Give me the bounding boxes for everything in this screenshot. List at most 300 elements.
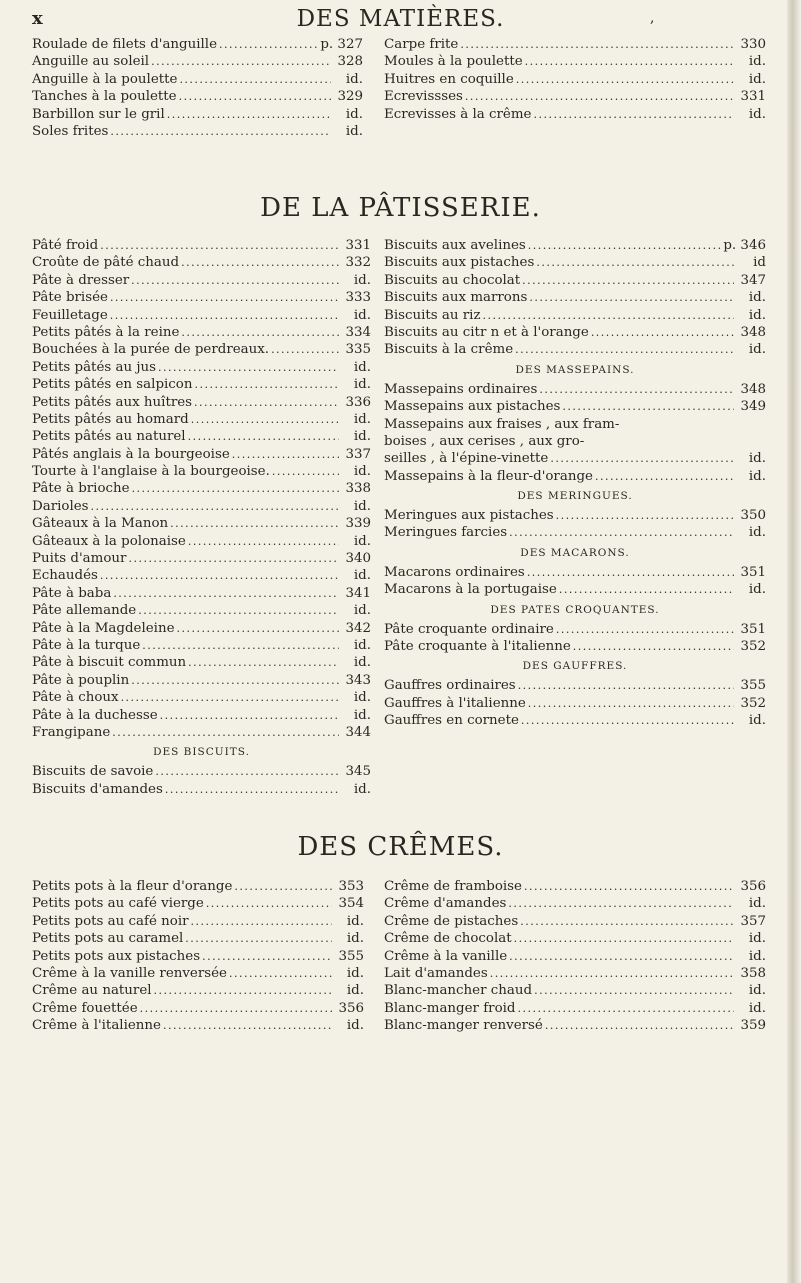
dot-leader (155, 763, 339, 780)
entry-label: Crême de chocolat (384, 931, 512, 947)
entry-page-number: id. (748, 931, 766, 947)
entry-page-number: 345 (345, 764, 371, 780)
entry-label: Blanc-manger froid (384, 1000, 516, 1016)
entry-label: Pâte allemande (32, 603, 137, 619)
biscuits-entries (32, 763, 371, 798)
entry-label: Biscuits de savoie (32, 764, 154, 780)
dot-leader (188, 654, 339, 671)
dot-leader (550, 450, 734, 467)
entry-label: Biscuits aux pistaches (384, 255, 535, 271)
entry-label: Pâte brisée (32, 290, 108, 306)
entry-label: Pâté froid (32, 238, 99, 253)
dot-leader (559, 581, 734, 598)
dot-leader (181, 324, 339, 341)
entry-page-number: p. 327 (320, 37, 363, 52)
index-entry (32, 359, 371, 376)
subheading-pates-croquantes: DES PATES CROQUANTES. (490, 603, 660, 616)
entry-page-number: id. (353, 603, 371, 619)
entry-page-number: id. (748, 896, 766, 912)
index-entry (384, 254, 766, 271)
entry-page-number: 348 (740, 381, 766, 397)
entry-label: Ecrevissses (384, 89, 463, 105)
index-entry (32, 463, 371, 480)
index-entry (32, 707, 371, 724)
index-entry (384, 381, 766, 398)
entry-page-number: id. (345, 71, 363, 87)
index-entry (384, 621, 766, 638)
dot-leader (219, 36, 318, 53)
dot-leader (110, 307, 339, 324)
index-entry (384, 468, 766, 485)
dot-leader (113, 585, 339, 602)
index-entry (32, 965, 364, 982)
entry-page-number: 353 (338, 879, 364, 894)
entry-page-number: 354 (338, 896, 364, 912)
entry-label: Massepains ordinaires (384, 381, 538, 397)
index-entry (32, 480, 371, 497)
entry-label: Pâte à baba (32, 585, 112, 601)
entry-page-number: id. (353, 498, 371, 514)
index-entry (384, 564, 766, 581)
entry-label: Massepains à la fleur-d'orange (384, 468, 593, 484)
index-entry (32, 672, 371, 689)
dot-leader (525, 53, 734, 70)
index-entry (32, 585, 371, 602)
entry-label: Macarons ordinaires (384, 564, 525, 580)
dot-leader (167, 106, 331, 123)
entry-page-number: 343 (345, 672, 371, 688)
entry-label: Croûte de pâté chaud (32, 255, 180, 271)
index-entry (384, 695, 766, 712)
dot-leader (138, 602, 339, 619)
dot-leader (158, 359, 339, 376)
index-entry (32, 394, 371, 411)
index-column-cremes-left (32, 878, 364, 1035)
dot-leader (154, 982, 332, 999)
dot-leader (100, 567, 339, 584)
entry-label: Gauffres ordinaires (384, 678, 516, 694)
dot-leader (528, 237, 722, 254)
dot-leader (514, 930, 734, 947)
entry-page-number: 335 (345, 342, 371, 358)
index-column-patisserie-right (384, 237, 766, 730)
dot-leader (229, 965, 332, 982)
dot-leader (556, 507, 734, 524)
dot-leader (533, 106, 734, 123)
dot-leader (185, 930, 332, 947)
dot-leader (562, 398, 734, 415)
dot-leader (460, 36, 734, 53)
dot-leader (515, 341, 734, 358)
subheading-macarons: DES MACARONS. (520, 546, 630, 559)
entry-label: Soles frites (32, 123, 109, 139)
entry-page-number: 339 (345, 516, 371, 532)
index-entry (384, 398, 766, 415)
index-entry (32, 237, 371, 254)
entry-page-number: 357 (740, 913, 766, 929)
entry-page-number: 356 (740, 879, 766, 894)
entry-page-number: id. (748, 307, 766, 323)
index-entry (384, 965, 766, 982)
dot-leader (202, 948, 332, 965)
subheading-biscuits: DES BISCUITS. (153, 746, 250, 759)
index-entry (384, 88, 766, 105)
entry-page-number: id. (353, 690, 371, 706)
index-column-poissons-left (32, 36, 363, 140)
dot-leader (516, 71, 734, 88)
entry-page-number: id. (353, 464, 371, 480)
dot-leader (110, 123, 331, 140)
dot-leader (529, 289, 734, 306)
entry-label: Crême d'amandes (384, 896, 507, 912)
index-entry (32, 428, 371, 445)
entry-page-number: id. (748, 290, 766, 306)
entry-page-number: 350 (740, 508, 766, 524)
patisserie-entries-left (32, 237, 371, 741)
entry-label: Petits pots au caramel (32, 931, 184, 947)
dot-leader (131, 672, 339, 689)
header-mark: x (32, 8, 43, 29)
dot-leader (518, 1000, 735, 1017)
entry-page-number: id. (353, 568, 371, 584)
index-entry (32, 895, 364, 912)
dot-leader (142, 637, 339, 654)
entry-label: Feuilletage (32, 307, 108, 323)
entry-label: Roulade de filets d'anguille (32, 37, 218, 52)
entry-page-number: 359 (740, 1018, 766, 1034)
page-header (0, 6, 801, 34)
index-entry (384, 581, 766, 598)
entry-page-number: 330 (740, 37, 766, 52)
index-entry (32, 411, 371, 428)
dot-leader (177, 620, 339, 637)
entry-label: Gauffres à l'italienne (384, 695, 526, 711)
entry-label: Ecrevisses à la crême (384, 106, 532, 122)
entry-label: Bouchées à la purée de perdreaux. (32, 342, 270, 358)
dot-leader (595, 468, 734, 485)
entry-label: Biscuits au chocolat (384, 272, 521, 288)
dot-leader (591, 324, 734, 341)
entry-label: Gâteaux à la Manon (32, 516, 169, 532)
entry-label: Macarons à la portugaise (384, 582, 557, 598)
entry-page-number: 348 (740, 324, 766, 340)
entry-page-number: 355 (740, 678, 766, 694)
index-entry (32, 106, 363, 123)
index-entry (32, 724, 371, 741)
entry-page-number: id. (353, 411, 371, 427)
index-entry (32, 781, 371, 798)
dot-leader (140, 1000, 332, 1017)
dot-leader (528, 695, 734, 712)
entry-label: Petits pâtés au jus (32, 359, 157, 375)
index-entry (32, 637, 371, 654)
entry-label: Blanc-mancher chaud (384, 983, 533, 999)
entry-label: Meringues aux pistaches (384, 508, 554, 524)
entry-label: Crême fouettée (32, 1000, 138, 1016)
dot-leader (188, 533, 339, 550)
entry-page-number: 352 (740, 695, 766, 711)
dot-leader (194, 376, 339, 393)
subheading-gauffres: DES GAUFFRES. (522, 660, 628, 673)
entry-page-number: id. (345, 106, 363, 122)
index-entry (384, 948, 766, 965)
index-entry (384, 324, 766, 341)
index-entry (32, 53, 363, 70)
entry-label: Blanc-manger renversé (384, 1018, 543, 1034)
entry-label: Petits pots à la fleur d'orange (32, 879, 233, 894)
dot-leader (191, 913, 332, 930)
entry-label: Darioles (32, 498, 89, 514)
entry-page-number: id. (748, 1000, 766, 1016)
dot-leader (490, 965, 734, 982)
entry-label: Huitres en coquille (384, 71, 514, 87)
index-entry (384, 416, 766, 433)
index-entry (32, 446, 371, 463)
index-entry (32, 533, 371, 550)
entry-page-number: id. (748, 582, 766, 598)
entry-label: Crême au naturel (32, 983, 152, 999)
entry-page-number: 358 (740, 965, 766, 981)
entry-page-number: 351 (740, 621, 766, 637)
meringues-entries (384, 507, 766, 542)
entry-label: Petits pots aux pistaches (32, 948, 201, 964)
index-column-patisserie-left (32, 237, 371, 798)
entry-label: Gauffres en cornete (384, 713, 519, 729)
dot-leader (272, 463, 339, 480)
index-entry (32, 36, 363, 53)
entry-page-number: 332 (345, 255, 371, 271)
entry-label: Pâtés anglais à la bourgeoise (32, 446, 230, 462)
entry-label: Moules à la poulette (384, 54, 523, 70)
entry-label: Crême de pistaches (384, 913, 519, 929)
entry-page-number: 333 (345, 290, 371, 306)
entry-page-number: 352 (740, 639, 766, 655)
entry-label: Pâte à la turque (32, 637, 141, 653)
index-column-cremes-right (384, 878, 766, 1035)
index-entry (32, 982, 364, 999)
entry-page-number: 331 (345, 238, 371, 253)
index-entry (32, 123, 363, 140)
index-entry (384, 638, 766, 655)
entry-label: Petits pâtés au naturel (32, 429, 186, 445)
entry-label: Biscuits à la crême (384, 342, 514, 358)
entry-page-number: id. (748, 342, 766, 358)
entry-label: Pâte à la duchesse (32, 707, 158, 723)
entry-label: Pâte à pouplin (32, 672, 130, 688)
index-entry (384, 450, 766, 467)
entry-label: Lait d'amandes (384, 965, 488, 981)
entry-label: Tanches à la poulette (32, 89, 177, 105)
dot-leader (165, 781, 339, 798)
entry-page-number: id. (353, 377, 371, 393)
entry-page-number: id. (748, 468, 766, 484)
index-entry (384, 712, 766, 729)
entry-page-number: 347 (740, 272, 766, 288)
entry-page-number: id. (346, 931, 364, 947)
dot-leader (522, 272, 734, 289)
section-title-cremes: DES CRÊMES. (297, 832, 504, 862)
index-entry (384, 36, 766, 53)
entry-page-number: id. (748, 713, 766, 729)
index-entry (32, 307, 371, 324)
index-entry (32, 515, 371, 532)
dot-leader (160, 707, 339, 724)
index-entry (384, 982, 766, 999)
dot-leader (527, 564, 734, 581)
entry-page-number: 338 (345, 481, 371, 497)
index-entry (384, 524, 766, 541)
dot-leader (520, 913, 734, 930)
entry-label: Pâte à biscuit commun (32, 655, 187, 671)
entry-page-number: 331 (740, 89, 766, 105)
entry-label: Biscuits d'amandes (32, 781, 163, 797)
entry-page-number: 355 (338, 948, 364, 964)
entry-label: Frangipane (32, 724, 111, 740)
index-entry (32, 948, 364, 965)
entry-page-number: id. (353, 655, 371, 671)
index-entry (32, 763, 371, 780)
entry-page-number: id. (353, 429, 371, 445)
index-entry (32, 550, 371, 567)
entry-label: Pâte à choux (32, 690, 119, 706)
pates-croquantes-entries (384, 621, 766, 656)
dot-leader (271, 341, 339, 358)
entry-page-number: 356 (338, 1000, 364, 1016)
dot-leader (509, 948, 734, 965)
running-title: DES MATIÈRES. (296, 6, 505, 32)
entry-page-number: 349 (740, 399, 766, 415)
entry-label: Massepains aux pistaches (384, 399, 561, 415)
index-entry (32, 341, 371, 358)
entry-page-number: id. (353, 307, 371, 323)
dot-leader (91, 498, 339, 515)
entry-page-number: id. (346, 965, 364, 981)
index-entry (32, 88, 363, 105)
dot-leader (539, 381, 734, 398)
dot-leader (131, 272, 339, 289)
index-entry (32, 289, 371, 306)
dot-leader (534, 982, 734, 999)
biscuits-entries-right (384, 237, 766, 359)
dot-leader (151, 53, 331, 70)
entry-page-number: id. (748, 71, 766, 87)
dot-leader (132, 480, 339, 497)
entry-label: Crême à la vanille renversée (32, 965, 227, 981)
dot-leader (483, 307, 734, 324)
index-entry (32, 913, 364, 930)
dot-leader (194, 394, 339, 411)
entry-page-number: 336 (345, 394, 371, 410)
dot-leader (191, 411, 339, 428)
dot-leader (521, 712, 734, 729)
entry-label: Crême à la vanille (384, 948, 508, 964)
entry-page-number: id. (748, 948, 766, 964)
dot-leader (508, 895, 734, 912)
dot-leader (163, 1017, 332, 1034)
entry-label: Petits pâtés aux huîtres (32, 394, 193, 410)
section-title-patisserie: DE LA PÂTISSERIE. (260, 193, 541, 223)
entry-page-number: id. (353, 359, 371, 375)
dot-leader (465, 88, 734, 105)
entry-label: Pâte croquante ordinaire (384, 621, 554, 637)
gauffres-entries (384, 677, 766, 729)
entry-page-number: id. (353, 272, 371, 288)
index-entry (32, 654, 371, 671)
entry-label: Anguille à la poulette (32, 71, 178, 87)
dot-leader (545, 1017, 734, 1034)
index-column-poissons-right (384, 36, 766, 123)
entry-page-number: id. (748, 983, 766, 999)
entry-label: Carpe frite (384, 37, 459, 52)
index-entry (32, 1000, 364, 1017)
dot-leader (181, 254, 339, 271)
dot-leader (188, 428, 339, 445)
index-entry (32, 689, 371, 706)
entry-label: Barbillon sur le gril (32, 106, 165, 122)
subheading-massepains: DES MASSEPAINS. (515, 363, 635, 376)
index-entry (384, 71, 766, 88)
index-entry (384, 878, 766, 895)
dot-leader (556, 621, 734, 638)
index-entry (32, 254, 371, 271)
entry-label: Meringues farcies (384, 525, 508, 541)
entry-label: boises , aux cerises , aux gro- (384, 433, 585, 449)
entry-page-number: 351 (740, 564, 766, 580)
entry-page-number: id. (353, 637, 371, 653)
index-entry (32, 498, 371, 515)
entry-label: Pâte à brioche (32, 481, 130, 497)
dot-leader (100, 237, 339, 254)
index-entry (32, 1017, 364, 1034)
index-entry (384, 433, 766, 450)
entry-page-number: p. 346 (723, 238, 766, 253)
index-entry (32, 324, 371, 341)
index-entry (32, 878, 364, 895)
entry-label: Biscuits au citr n et à l'orange (384, 324, 589, 340)
entry-page-number: 328 (337, 54, 363, 70)
index-entry (384, 341, 766, 358)
entry-label: Puits d'amour (32, 551, 127, 567)
entry-page-number: id (753, 255, 766, 271)
index-entry (32, 71, 363, 88)
dot-leader (110, 289, 339, 306)
index-entry (384, 237, 766, 254)
index-entry (384, 1000, 766, 1017)
index-entry (32, 602, 371, 619)
index-entry (32, 272, 371, 289)
dot-leader (128, 550, 339, 567)
index-entry (384, 1017, 766, 1034)
dot-leader (509, 524, 734, 541)
entry-label: Anguille au soleil (32, 54, 150, 70)
entry-label: Biscuits aux marrons (384, 290, 528, 306)
dot-leader (234, 878, 332, 895)
subheading-meringues: DES MERINGUES. (517, 490, 633, 503)
entry-label: Pâte à dresser (32, 272, 130, 288)
entry-page-number: id. (748, 106, 766, 122)
index-entry (384, 677, 766, 694)
dot-leader (536, 254, 734, 271)
entry-page-number: 329 (337, 89, 363, 105)
entry-label: Petits pâtés au homard (32, 411, 189, 427)
entry-label: Petits pots au café vierge (32, 896, 204, 912)
entry-label: Biscuits aux avelines (384, 238, 526, 253)
entry-page-number: id. (748, 451, 766, 467)
index-entry (384, 307, 766, 324)
dot-leader (121, 689, 339, 706)
entry-label: seilles , à l'épine-vinette (384, 451, 549, 467)
entry-label: Petits pots au café noir (32, 913, 189, 929)
